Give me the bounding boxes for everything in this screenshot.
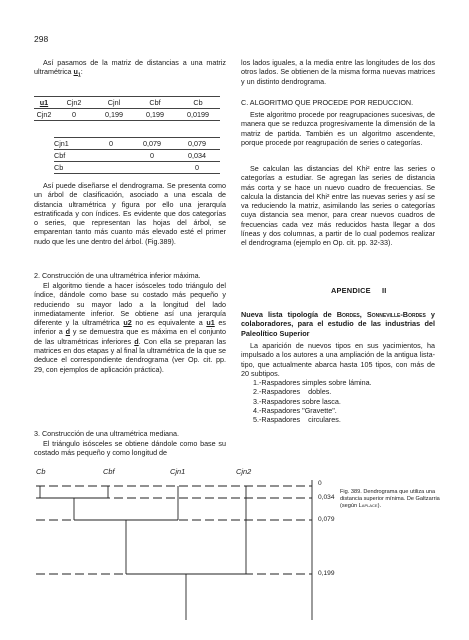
- list-item: 2.-Raspadores dobles.: [253, 387, 332, 397]
- matrix-cell: 0: [174, 162, 220, 174]
- scale-label: 0,199: [318, 570, 335, 577]
- item2-paragraph: El algoritmo tiende a hacer isósceles todo triángulo del índice, dándole como base su costado más pequeño y reduciendo su mayor lado a la longitud del lado inmediatamente inferior. Se obtiene así una jerarquía diferente y la ultramétrica u2 no es equivalente a u1 es inferior a d y se demuestra que es máxima en el conjunto de las ultramétricas inferiores d. Con ella se preparan las matrices en dos etapas y al final la ultramétrica de la que se deduce el correspondiente dendrograma (ver Op. cit. pp. 29, con ejemplos de aplicación práctica).: [34, 281, 227, 374]
- section-c-paragraph-1: Este algoritmo procede por reagrupaciones sucesivas, de manera que se reduzca progresivamente la dimensión de la matriz de partida. También es un algoritmo ascendente, porque procede por reagrupación de series o categorías.: [241, 110, 435, 147]
- leaf-label-cjn2: Cjn2: [236, 467, 252, 476]
- matrix-header-cell: u1: [34, 97, 54, 109]
- raspadores-list: [241, 378, 447, 424]
- matrix-cell: 0: [92, 138, 130, 150]
- matrix-cell: 0,0199: [176, 109, 220, 121]
- list-item: 4.-Raspadores "Gravette".: [253, 405, 337, 415]
- matrix-cell: 0,079: [174, 138, 220, 150]
- scale-label: 0,034: [318, 494, 335, 501]
- appendix-heading: APENDICE II: [331, 286, 387, 295]
- matrix-header-cell: Cbf: [134, 97, 176, 109]
- intro-text: Así pasamos de la matriz de distancias a una matriz ultramétrica: [34, 58, 226, 77]
- dendrogram-paragraph: Así puede diseñarse el dendrograma. Se presenta como un árbol de clasificación, asociado a una escala de distancia ultramétrica y figura por ello una jerarquía estratificada y con índices. Es evidente que dos categorías o series, que representan las hojas del árbol, se emparentan tanto más cuanto más elevado esté el primer nudo que les une dentro del árbol. (Fig.389).: [34, 181, 226, 246]
- leaf-label-cjn1: Cjn1: [170, 467, 186, 476]
- matrix-header-cell: Cjn2: [54, 97, 94, 109]
- matrix-u1-top: [34, 96, 220, 121]
- item3-title: 3. Construcción de una ultramétrica mediana.: [34, 429, 180, 438]
- matrix-header-cell: Cb: [176, 97, 220, 109]
- list-item: 1.-Raspadores simples sobre lámina.: [253, 378, 372, 387]
- matrix-cell: Cjn2: [34, 109, 54, 121]
- leaf-label-cb: Cb: [36, 467, 46, 476]
- matrix-cell: 0: [130, 150, 174, 162]
- appendix-title: Nueva lista tipología de Bordes, Sonneville-Bordes y colaboradores, para el estudio de las industrias del Paleolítico Superior: [241, 310, 435, 338]
- intro-paragraph: Así pasamos de la matriz de distancias a una matriz ultramétrica $u_1$:: [34, 58, 226, 79]
- section-c-paragraph-2: Se calculan las distancias del Khi² entre las series o categorías a estudiar. Se agregan las series de distancia más corta y se hace un nuevo cuadro de frecuencias. Se calcula la distancia del Khi² entre las nuevas series y así se va reduciendo la matriz, asimilando las series o categorías cuya distancia sea menor, para crear nuevos cuadros de frecuencias cada vez más reducidos hasta llegar a dos líneas y dos columnas, a partir de lo cual podemos realizar el dendrograma (ejemplo en Op. cit. pp. 32-33).: [241, 164, 435, 248]
- continuation-paragraph: los lados iguales, a la media entre las longitudes de los dos otros lados. Se obtienen de la misma forma nuevas matrices y un distinto dendrograma.: [241, 58, 435, 86]
- matrix-header-cell: Cjnl: [94, 97, 134, 109]
- figure-caption: Fig. 389. Dendrograma que utiliza una distancia superior mínima. De Galtzarria (según Laplace).: [340, 489, 440, 510]
- scale-label: 0: [318, 480, 322, 487]
- matrix-cell: [130, 162, 174, 174]
- matrix-cell: 0,034: [174, 150, 220, 162]
- leaf-label-cbf: Cbf: [103, 467, 115, 476]
- matrix-cell: Cbf: [54, 150, 92, 162]
- appendix-paragraph: La aparición de nuevos tipos en sus yacimientos, ha impulsado a los autores a una ampliación de la antigua lista-tipo, que actualmente abarca hasta 105 tipos, con más de 20 subtipos.: [241, 341, 435, 378]
- matrix-cell: [92, 150, 130, 162]
- u1-symbol: $u_1$: [73, 67, 81, 79]
- item3-paragraph: El triángulo isósceles se obtiene dándole como base su costado más pequeño y como longitud de: [34, 439, 226, 458]
- list-item: 5.-Raspadores circulares.: [253, 415, 341, 425]
- matrix-cell: Cb: [54, 162, 92, 174]
- section-c-title: C. ALGORITMO QUE PROCEDE POR REDUCCION.: [241, 98, 414, 107]
- matrix-cell: [92, 162, 130, 174]
- matrix-cell: 0,199: [94, 109, 134, 121]
- item2-title: 2. Construcción de una ultramétrica inferior máxima.: [34, 271, 201, 280]
- page-number: 298: [34, 34, 49, 44]
- matrix-cell: 0,079: [130, 138, 174, 150]
- matrix-cell: Cjn1: [54, 138, 92, 150]
- list-item: 3.-Raspadores sobre lasca.: [253, 396, 341, 406]
- dendrogram-figure: [0, 467, 469, 640]
- scale-label: 0,079: [318, 516, 335, 523]
- matrix-cell: 0,199: [134, 109, 176, 121]
- matrix-cell: 0: [54, 109, 94, 121]
- matrix-u1-bottom: [54, 137, 220, 174]
